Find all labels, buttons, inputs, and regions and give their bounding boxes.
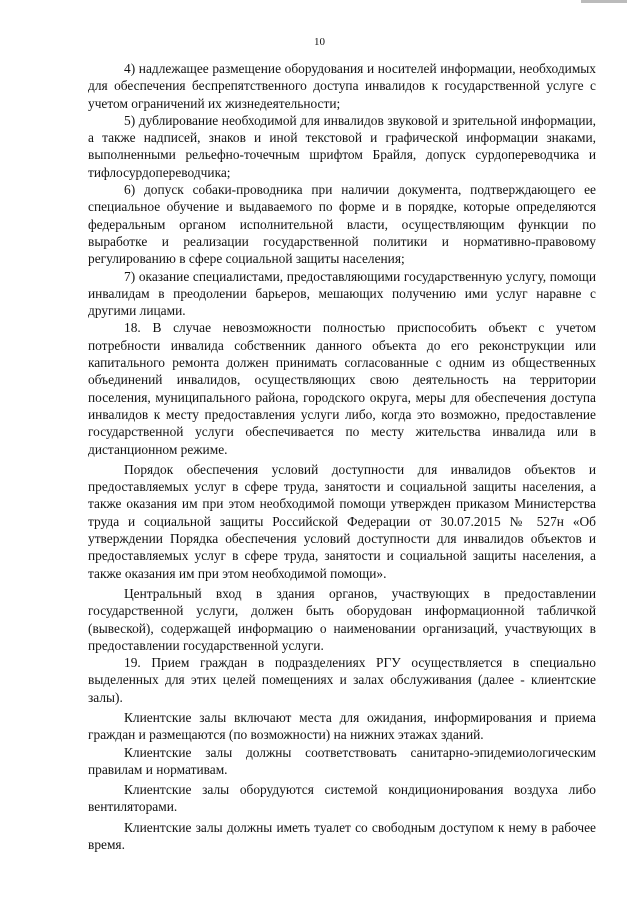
paragraph-clause-18: 18. В случае невозможности полностью приспособить объект с учетом потребности инвалида собственник данного объекта до его реконструкции или капитального ремонта должен принимать согласованные с одним из общественных объединений инвалидов, осуществляющих свою деятельность на территории поселения, муниципального района, городского округа, меры для обеспечения доступа инвалидов к месту предоставления услуги либо, когда это возможно, предоставление государственной услуги обеспечивается по месту жительства инвалида или в дистанционном режиме. <box>88 320 596 457</box>
paragraph-client-halls-sanitary: Клиентские залы должны соответствовать санитарно-эпидемиологическим правилам и нормативам. <box>88 744 596 777</box>
paragraph-client-halls-toilet: Клиентские залы должны иметь туалет со свободным доступом к нему в рабочее время. <box>88 819 596 853</box>
scan-edge-mark <box>581 0 627 3</box>
paragraph-item-5: 5) дублирование необходимой для инвалидов звуковой и зрительной информации, а также надписей, знаков и иной текстовой и графической информации знаками, выполненными рельефно-точечным шрифтом Брайля, допуск сурдопереводчика и тифлосурдопереводчика; <box>88 112 596 180</box>
paragraph-client-halls-ventilation: Клиентские залы оборудуются системой кондиционирования воздуха либо вентиляторами. <box>88 782 596 815</box>
paragraph-item-6: 6) допуск собаки-проводника при наличии документа, подтверждающего ее специальное обучение и выдаваемого по форме и в порядке, которые определяются федеральным органом исполнительной власти, осуществляющим функции по выработке и реализации государственной политики и нормативно-правовому регулированию в сфере социальной защиты населения; <box>88 182 596 267</box>
paragraph-client-halls-places: Клиентские залы включают места для ожидания, информирования и приема граждан и размещаются (по возможности) на нижних этажах зданий. <box>88 709 596 743</box>
paragraph-central-entrance: Центральный вход в здания органов, участвующих в предоставлении государственной услуги, должен быть оборудован информационной табличкой (вывеской), содержащей информацию о наименовании организаций, участвующих в предоставлении государственной услуги. <box>88 585 596 653</box>
paragraph-accessibility-order: Порядок обеспечения условий доступности для инвалидов объектов и предоставляемых услуг в сфере труда, занятости и социальной защиты населения, а также оказания им при этом необходимой помощи утвержден приказом Министерства труда и социальной защиты Российской Федерации от 30.07.2015 № 527н «Об утверждении Порядка обеспечения условий доступности для инвалидов объектов и предоставляемых услуг в сфере труда, занятости и социальной защиты населения, а также оказания им при этом необходимой помощи». <box>88 461 596 581</box>
paragraph-item-4: 4) надлежащее размещение оборудования и носителей информации, необходимых для обеспечения беспрепятственного доступа инвалидов к государственной услуге с учетом ограничений их жизнедеятельности; <box>88 61 596 111</box>
document-body <box>88 60 596 853</box>
paragraph-clause-19: 19. Прием граждан в подразделениях РГУ осуществляется в специально выделенных для этих целей помещениях и залах обслуживания (далее - клиентские залы). <box>88 655 596 705</box>
paragraph-item-7: 7) оказание специалистами, предоставляющими государственную услугу, помощи инвалидам в преодолении барьеров, мешающих получению ими услуг наравне с другими лицами. <box>88 268 596 319</box>
page-number: 10 <box>314 36 325 48</box>
